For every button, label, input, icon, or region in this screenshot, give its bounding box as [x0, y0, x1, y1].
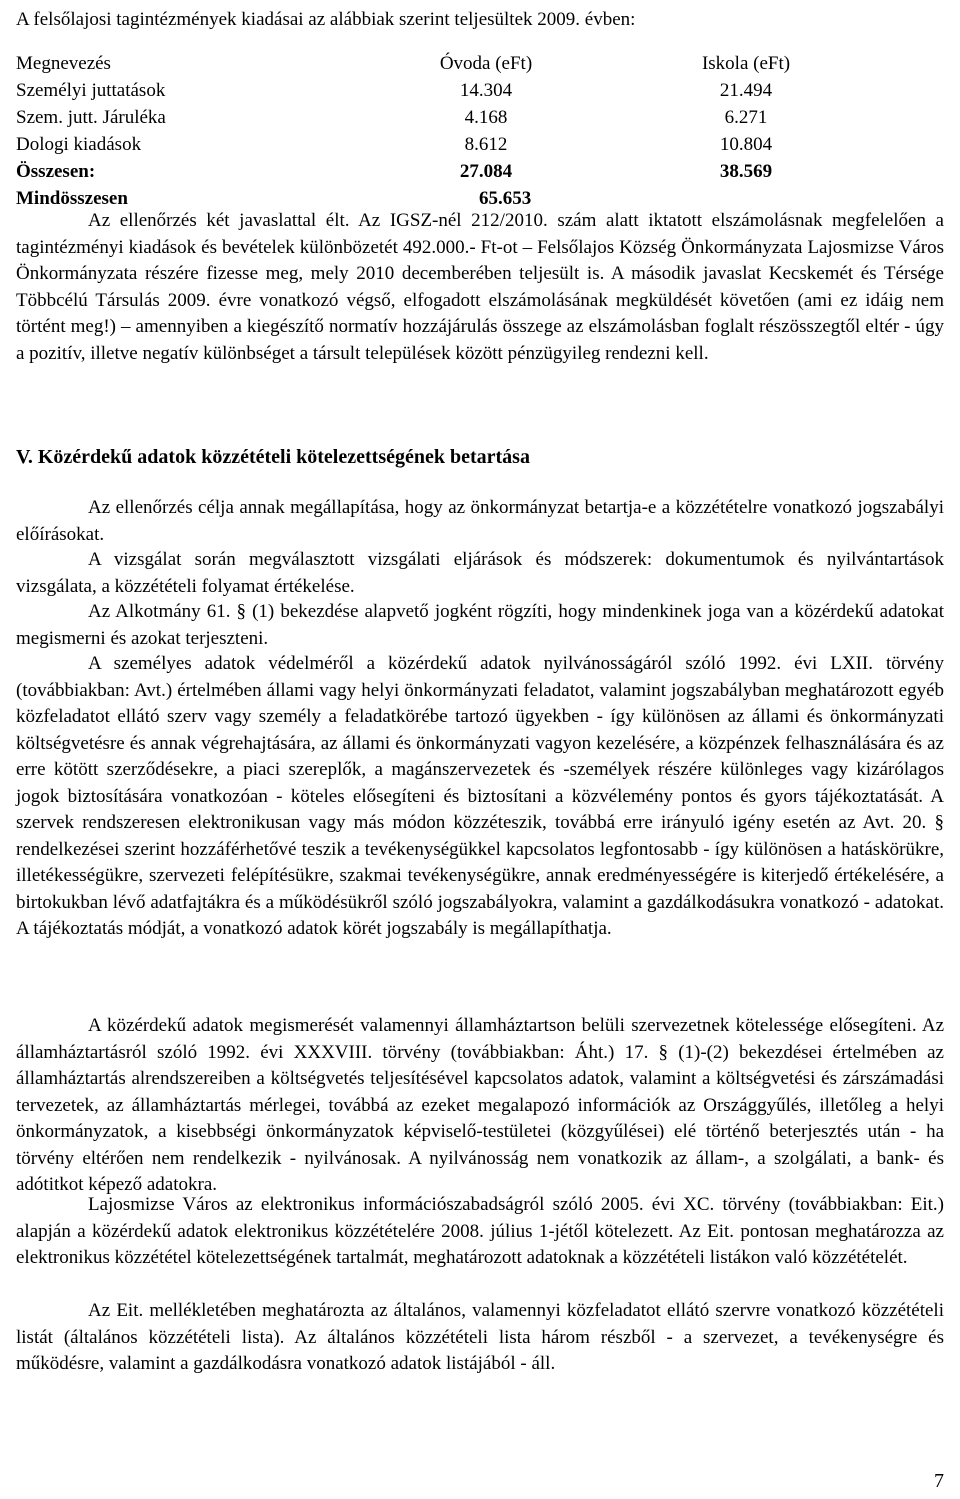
section-heading: V. Közérdekű adatok közzétételi kötelezettségének betartása	[16, 446, 530, 468]
paragraph-methods: A vizsgálat során megválasztott vizsgálati eljárások és módszerek: dokumentumok és nyilvántartások vizsgálata, a közzétételi folyamat értékelése.	[16, 549, 944, 597]
row-iskola-value: 10.804	[719, 134, 773, 155]
row-iskola-value: 21.494	[719, 80, 773, 101]
row-label: Szem. jutt. Járuléka	[16, 107, 166, 128]
grand-total-value: 65.653	[479, 188, 532, 209]
header-megnevezes: Megnevezés	[16, 53, 111, 74]
header-ovoda: Óvoda (eFt)	[439, 53, 533, 74]
paragraph-goal: Az ellenőrzés célja annak megállapítása, hogy az önkormányzat betartja-e a közzétételre vonatkozó jogszabályi előírásokat.	[16, 497, 944, 545]
total-iskola-value: 38.569	[719, 161, 773, 182]
total-ovoda-value: 27.084	[459, 161, 513, 182]
paragraph-aht: A közérdekű adatok megismerését valamennyi államháztartson belüli szervezetnek kötelessége elősegíteni. Az államháztartásról szóló 1992. évi XXXVIII. törvény (továbbiakban: Áht.) 17. § (1)-(2) bekezdései értelmében az államháztartás alrendszereiben a költségvetés teljesítésével kapcsolatos adatok, valamint a költségvetési és zárszámadási tervezetek, az államháztartás mérlegei, továbbá az ezeket megalapozó információk az Országgyűlés, illetőleg a helyi önkormányzatok, a kisebbségi önkormányzatok képviselő-testületei (közgyűlései) elé történő beterjesztés után - ha törvény eltérően nem rendelkezik - nyilvánosak. A nyilvánosság nem vonatkozik az állam-, a szolgálati, a bank- és adótitkot képező adatokra.	[16, 1015, 944, 1195]
row-iskola-value: 6.271	[724, 107, 768, 128]
grand-total-label: Mindösszesen	[16, 188, 128, 209]
intro-text: A felsőlajosi tagintézmények kiadásai az alábbiak szerint teljesültek 2009. évben:	[16, 9, 636, 30]
expenditure-table	[16, 50, 896, 212]
total-row	[16, 158, 896, 185]
paragraph-avt: A személyes adatok védelméről a közérdekű adatok nyilvánosságáról szóló 1992. évi LXII. törvény (továbbiakban: Avt.) értelmében állami vagy helyi önkormányzati feladatot, valamint jogszabályban meghatározott egyéb közfeladatot ellátó szerv vagy személy a feladatkörébe tartozó ügyekben - így különösen az állami és önkormányzati költségvetésre és annak végrehajtására, az állami és önkormányzati vagyon kezelésére, a közpénzek felhasználására és az erre kötött szerződésekre, a piaci szereplők, a magánszervezetek és -személyek részére különleges vagy kizárólagos jogok biztosítására vonatkozóan - köteles elősegíteni és biztosítani a közvélemény pontos és gyors tájékoztatását. A szervek rendszeresen elektronikusan vagy más módon közzéteszik, továbbá erre irányuló igény esetén az Avt. 20. § rendelkezései szerint hozzáférhetővé teszik a tevékenységükkel kapcsolatos legfontosabb - így különösen a hatáskörükre, illetékességükre, szervezeti felépítésükre, szakmai tevékenységükre, annak eredményességére is kiterjedő értékelésére, a birtokukban lévő adatfajtákra és a működésükről szóló jogszabályokra, valamint a gazdálkodásukra vonatkozó - adatokat. A tájékoztatás módját, a vonatkozó adatok körét jogszabály is megállapíthatja.	[16, 653, 944, 939]
table-row	[16, 77, 896, 104]
row-label: Dologi kiadások	[16, 134, 142, 155]
row-ovoda-value: 4.168	[464, 107, 508, 128]
header-iskola: Iskola (eFt)	[701, 53, 791, 74]
row-label: Személyi juttatások	[16, 80, 166, 101]
table-header-row	[16, 50, 896, 77]
table-row	[16, 131, 896, 158]
row-ovoda-value: 14.304	[459, 80, 513, 101]
page-number: 7	[934, 1470, 944, 1492]
paragraph-recommendations: Az ellenőrzés két javaslattal élt. Az IGSZ-nél 212/2010. szám alatt iktatott elszámolásnak megfelelően a tagintézményi kiadások és bevételek különbözetét 492.000.- Ft-ot – Felsőlajos Község Önkormányzata Lajosmizse Város Önkormányzata részére fizesse meg, mely 2010 decemberében teljesült is. A második javaslat Kecskemét és Térsége Többcélú Társulás 2009. évre vonatkozó végső, elfogadott elszámolásának megküldését követően (ami ez idáig nem történt meg!) – amennyiben a kiegészítő normatív hozzájárulás összege az elszámolásban foglalt részösszegtől eltér - úgy a pozitív, illetve negatív különbséget a társult települések között pénzügyileg rendezni kell.	[16, 210, 944, 364]
table-row	[16, 104, 896, 131]
paragraph-constitution: Az Alkotmány 61. § (1) bekezdése alapvető jogként rögzíti, hogy mindenkinek joga van a közérdekű adatokat megismerni és azokat terjeszteni.	[16, 601, 944, 649]
paragraph-eit: Lajosmizse Város az elektronikus információszabadságról szóló 2005. évi XC. törvény (továbbiakban: Eit.) alapján a közérdekű adatok elektronikus közzétételére 2008. július 1-jétől kötelezett. Az Eit. pontosan meghatározza az elektronikus közzététel kötelezettségének tartalmát, meghatározott adatoknak a közzétételi listákon való közzétételét.	[16, 1194, 944, 1268]
row-ovoda-value: 8.612	[464, 134, 508, 155]
paragraph-lists: Az Eit. mellékletében meghatározta az általános, valamennyi közfeladatot ellátó szervre vonatkozó közzétételi listát (általános közzétételi lista). Az általános közzétételi lista három részből - a szervezet, a tevékenységre és működésre, valamint a gazdálkodásra vonatkozó adatok listájából - áll.	[16, 1300, 944, 1374]
total-label: Összesen:	[16, 161, 96, 182]
